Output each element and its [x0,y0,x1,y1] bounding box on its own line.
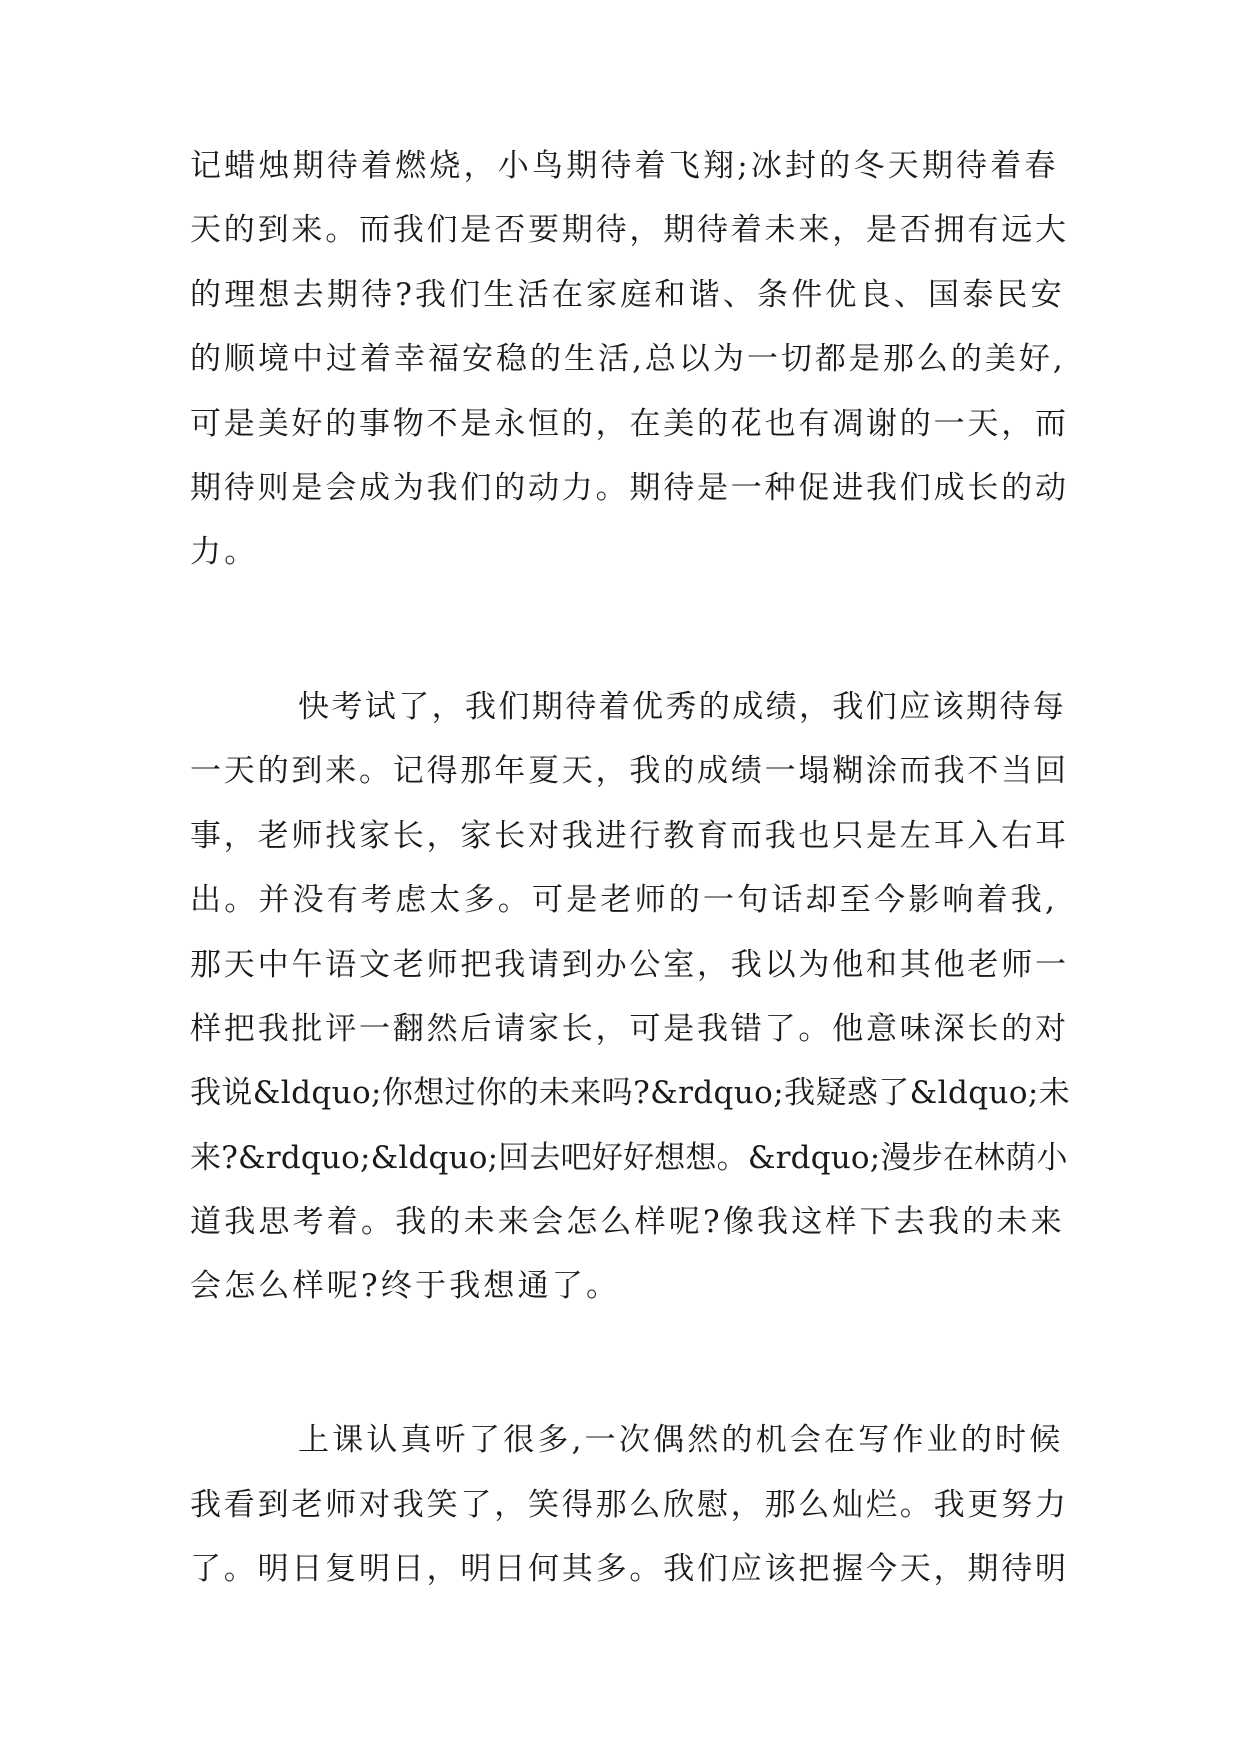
paragraph-1-line-6: 期待则是会成为我们的动力。期待是一种促进我们成长的动 [190,470,1069,506]
paragraph-2-line-6: 样把我批评一翻然后请家长，可是我错了。他意味深长的对 [190,1011,1069,1047]
paragraph-2-line-4: 出。并没有考虑太多。可是老师的一句话却至今影响着我, [190,882,1059,918]
paragraph-2-line-7: 我说&ldquo;你想过你的未来吗?&rdquo;我疑惑了&ldquo;未 [190,1075,1071,1111]
paragraph-1-line-5: 可是美好的事物不是永恒的，在美的花也有凋谢的一天，而 [190,406,1069,442]
paragraph-1-line-4: 的顺境中过着幸福安稳的生活,总以为一切都是那么的美好, [190,341,1066,377]
paragraph-1-line-7: 力。 [190,534,259,570]
paragraph-2-line-8: 来?&rdquo;&ldquo;回去吧好好想想。&rdquo;漫步在林荫小 [190,1140,1068,1176]
paragraph-1-line-3: 的理想去期待?我们生活在家庭和谐、条件优良、国泰民安 [190,277,1065,313]
paragraph-2-line-2: 一天的到来。记得那年夏天，我的成绩一塌糊涂而我不当回 [190,753,1069,789]
paragraph-2-line-1: 快考试了，我们期待着优秀的成绩，我们应该期待每 [298,689,1067,725]
paragraph-2-line-3: 事，老师找家长，家长对我进行教育而我也只是左耳入右耳 [190,818,1069,854]
paragraph-2-line-10: 会怎么样呢?终于我想通了。 [190,1268,621,1304]
paragraph-3-line-2: 我看到老师对我笑了，笑得那么欣慰，那么灿烂。我更努力 [190,1487,1069,1523]
paragraph-2-line-5: 那天中午语文老师把我请到办公室，我以为他和其他老师一 [190,947,1069,983]
paragraph-3-line-3: 了。明日复明日，明日何其多。我们应该把握今天，期待明 [190,1551,1069,1587]
paragraph-1-line-1: 记蜡烛期待着燃烧，小鸟期待着飞翔;冰封的冬天期待着春 [190,148,1059,184]
paragraph-3-line-1: 上课认真听了很多,一次偶然的机会在写作业的时候 [298,1422,1064,1458]
paragraph-2-line-9: 道我思考着。我的未来会怎么样呢?像我这样下去我的未来 [190,1204,1065,1240]
paragraph-1-line-2: 天的到来。而我们是否要期待，期待着未来，是否拥有远大 [190,212,1069,248]
